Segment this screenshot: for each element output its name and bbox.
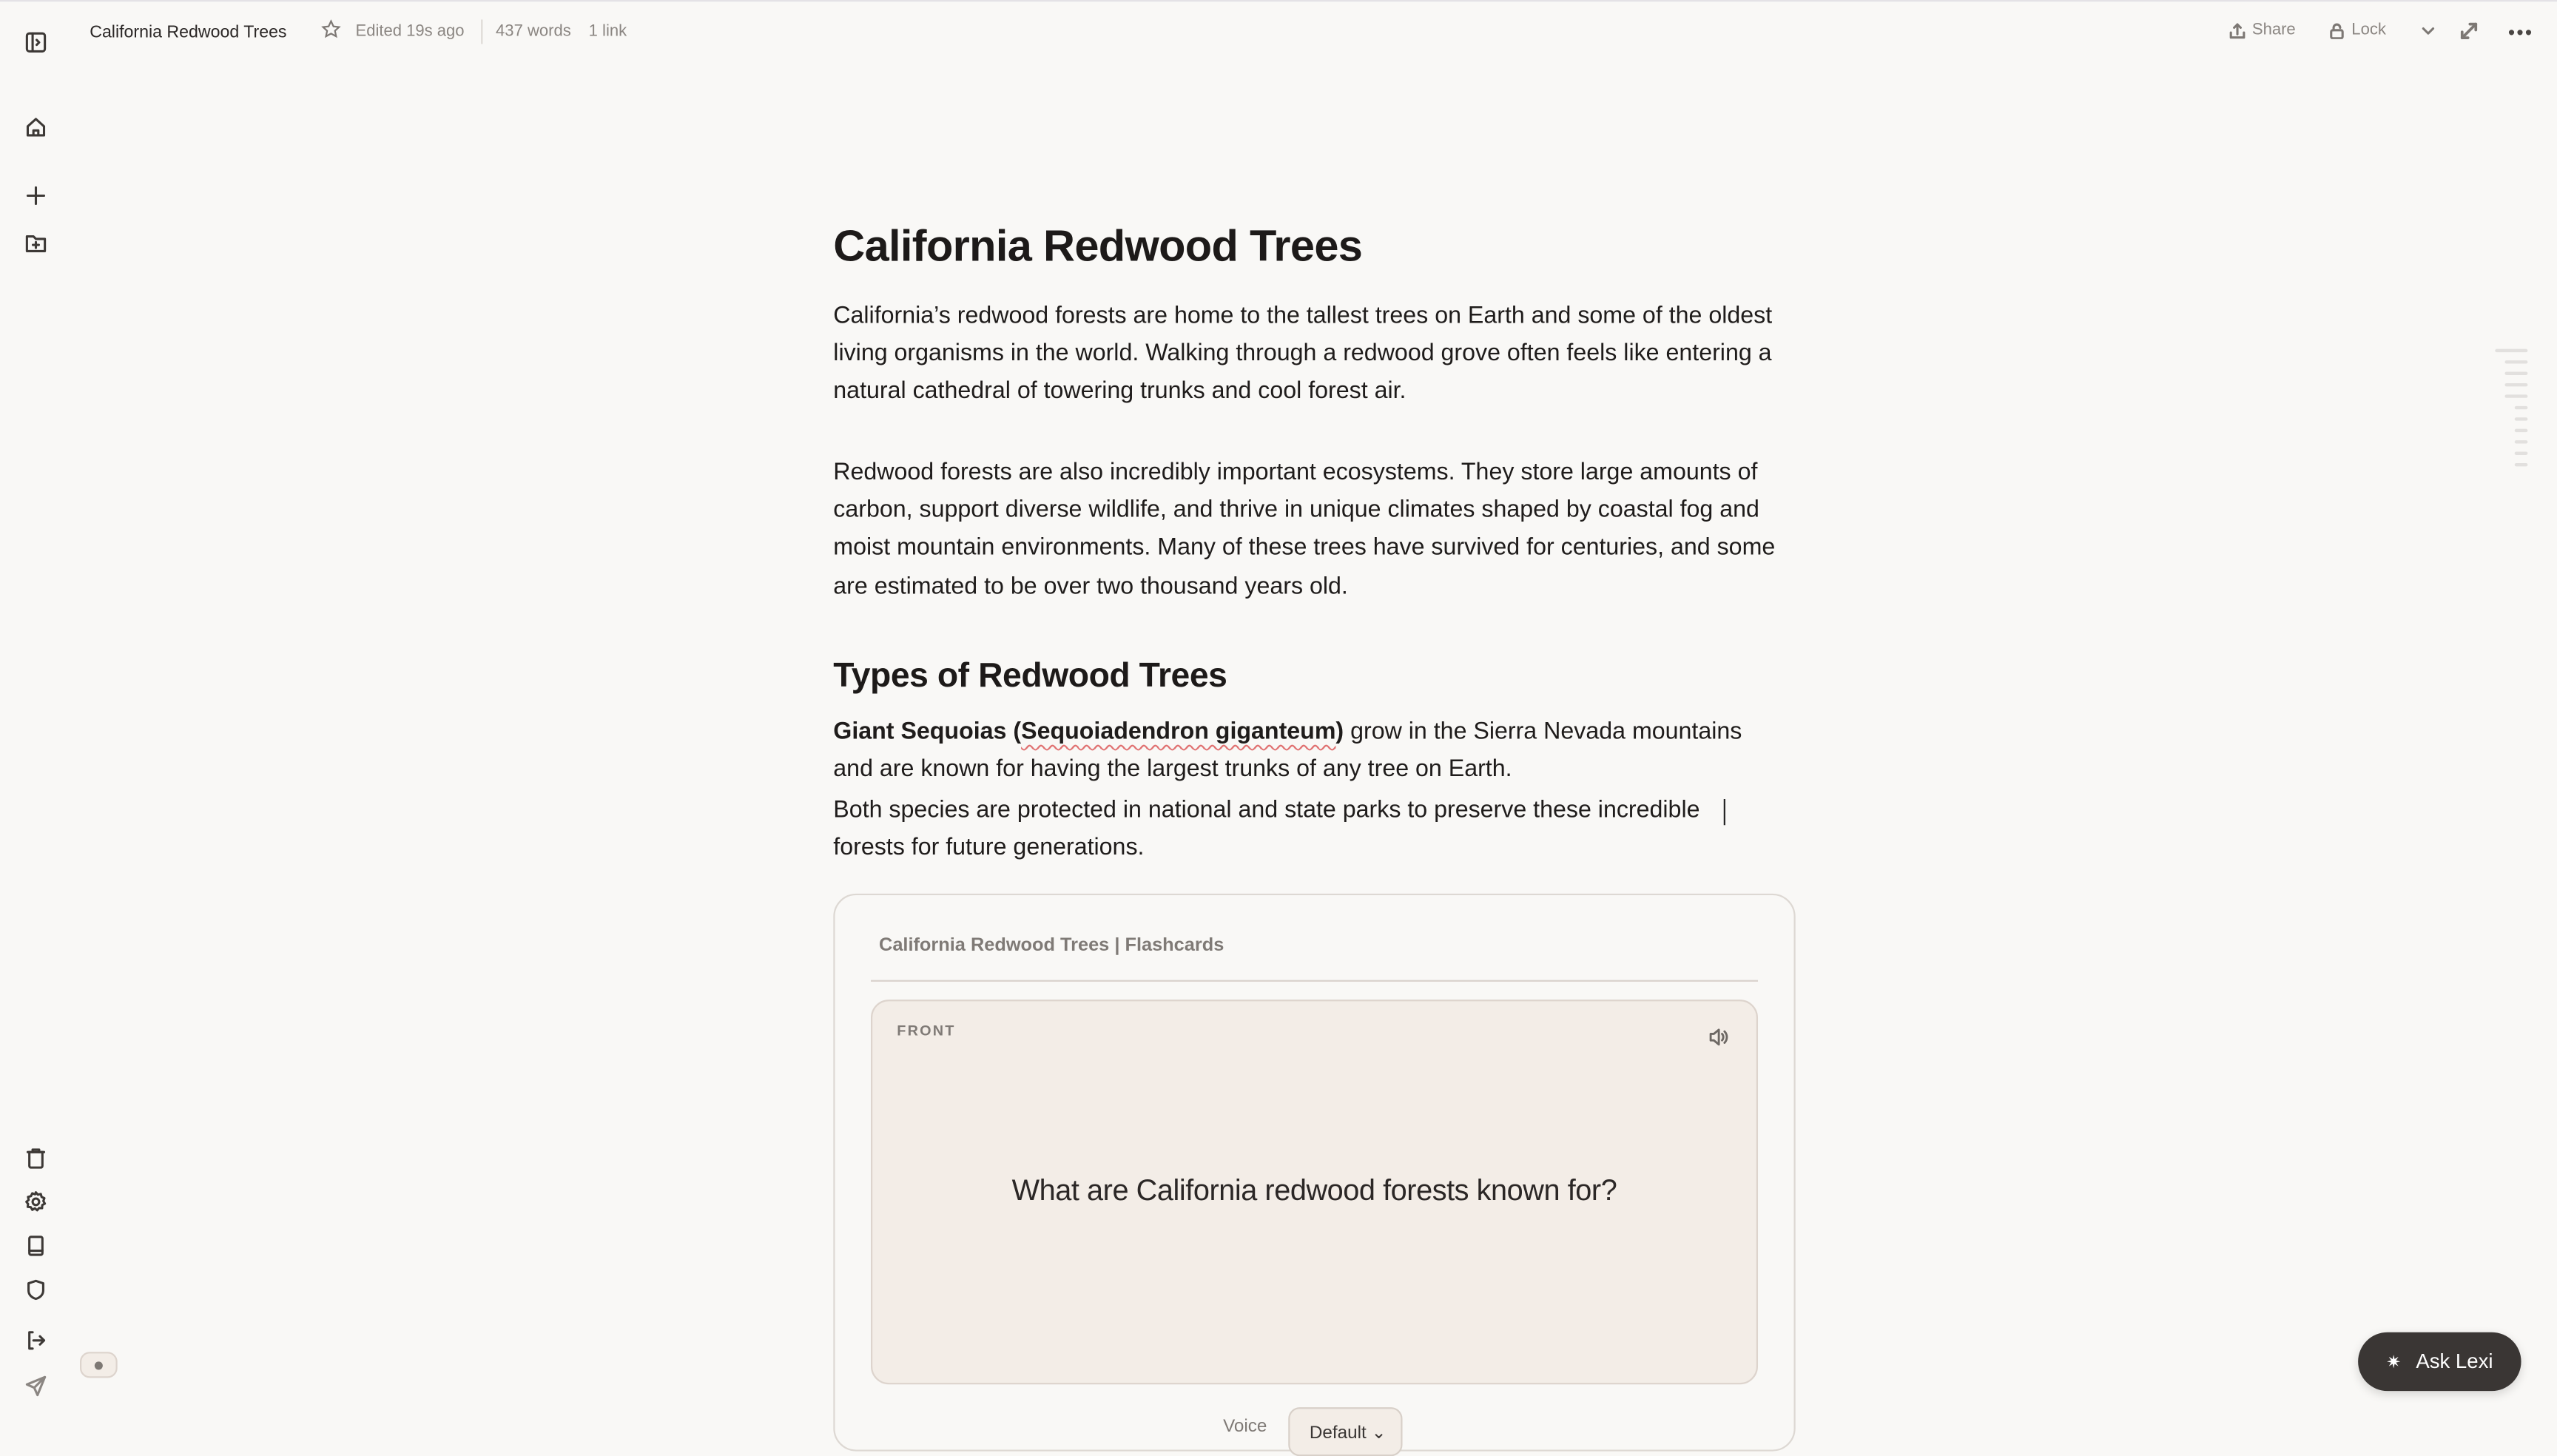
paragraph-intro bbox=[833, 298, 1799, 411]
ask-lexi-button[interactable] bbox=[2358, 1332, 2521, 1391]
status-indicator-pill[interactable] bbox=[80, 1352, 118, 1378]
flashcards-divider bbox=[871, 980, 1758, 982]
word-count: 437 words bbox=[496, 22, 571, 41]
status-dot bbox=[95, 1361, 103, 1369]
voice-select-value: Default bbox=[1309, 1423, 1367, 1443]
paragraph-sequoias bbox=[833, 714, 1771, 789]
chevron-down-icon[interactable] bbox=[2420, 23, 2436, 39]
voice-select[interactable]: Default ⌄ bbox=[1288, 1407, 1402, 1456]
share-icon bbox=[2229, 22, 2246, 38]
shield-icon[interactable] bbox=[23, 1277, 47, 1301]
section-heading: Types of Redwood Trees bbox=[833, 657, 1227, 695]
flashcard[interactable] bbox=[871, 1000, 1758, 1384]
favorite-star-icon[interactable] bbox=[321, 19, 340, 45]
link-count[interactable]: 1 link bbox=[588, 22, 627, 41]
ask-lexi-label: Ask Lexi bbox=[2416, 1349, 2493, 1373]
text-cursor bbox=[1724, 799, 1725, 825]
sparkle-icon: ✷ bbox=[2386, 1352, 2402, 1372]
lock-label: Lock bbox=[2351, 21, 2386, 39]
document-title: California Redwood Trees bbox=[833, 221, 1363, 271]
paragraph-text: California’s redwood forests are home to the tallest trees on Earth and some of the oldest living organisms in the world. Walking through a redwood grove often feels like entering a natural cathedral of towering trunks and cool forest air. bbox=[833, 303, 1773, 405]
bold-text: Giant Sequoias ( bbox=[833, 719, 1022, 746]
voice-label: Voice bbox=[1223, 1417, 1267, 1437]
logout-icon[interactable] bbox=[23, 1327, 47, 1352]
scientific-name-misspelled[interactable]: Sequoiadendron giganteum bbox=[1021, 719, 1336, 746]
paragraph-text: Both species are protected in national and state parks to preserve these incredible forests for future generations. bbox=[833, 797, 1700, 862]
speaker-icon[interactable] bbox=[1708, 1025, 1731, 1048]
expand-icon[interactable] bbox=[2459, 21, 2479, 41]
lock-icon bbox=[2328, 22, 2345, 38]
paragraph-text: Redwood forests are also incredibly important ecosystems. They store large amounts of carbon, support diverse wildlife, and thrive in unique climates shaped by coastal fog and moist mountain environments. Many of these trees have survived for centuries, and some are estimated to be over two thousand years old. bbox=[833, 459, 1776, 600]
home-icon[interactable] bbox=[23, 114, 47, 138]
lock-button[interactable] bbox=[2328, 21, 2385, 39]
book-icon[interactable] bbox=[23, 1233, 47, 1257]
new-page-plus-icon[interactable] bbox=[23, 183, 47, 207]
header-divider bbox=[481, 19, 482, 44]
doc-title-breadcrumb[interactable]: California Redwood Trees bbox=[90, 22, 287, 43]
more-options-icon[interactable]: ••• bbox=[2507, 21, 2534, 44]
flashcards-widget bbox=[833, 894, 1795, 1452]
paragraph-closing[interactable] bbox=[833, 792, 1746, 868]
sidebar-toggle-icon[interactable] bbox=[23, 30, 47, 54]
send-feedback-icon[interactable] bbox=[23, 1373, 47, 1398]
trash-icon[interactable] bbox=[23, 1145, 47, 1169]
share-button[interactable] bbox=[2229, 21, 2296, 39]
flashcards-title: California Redwood Trees | Flashcards bbox=[879, 936, 1224, 956]
paragraph-ecosystems bbox=[833, 455, 1799, 607]
new-folder-icon[interactable] bbox=[23, 230, 47, 255]
settings-gear-icon[interactable] bbox=[23, 1189, 47, 1213]
bold-text: ) bbox=[1335, 719, 1344, 746]
document-outline-minimap[interactable] bbox=[2495, 349, 2527, 475]
flashcard-question: What are California redwood forests known for? bbox=[1011, 1173, 1617, 1207]
edited-timestamp: Edited 19s ago bbox=[355, 22, 465, 41]
card-side-label: FRONT bbox=[897, 1022, 956, 1039]
window-top-border bbox=[0, 0, 2557, 1]
paragraph-text: grow in the Sierra Nevada mountains and are known for having the largest trunks of any tree on Earth. bbox=[833, 719, 1742, 783]
share-label: Share bbox=[2251, 21, 2296, 39]
